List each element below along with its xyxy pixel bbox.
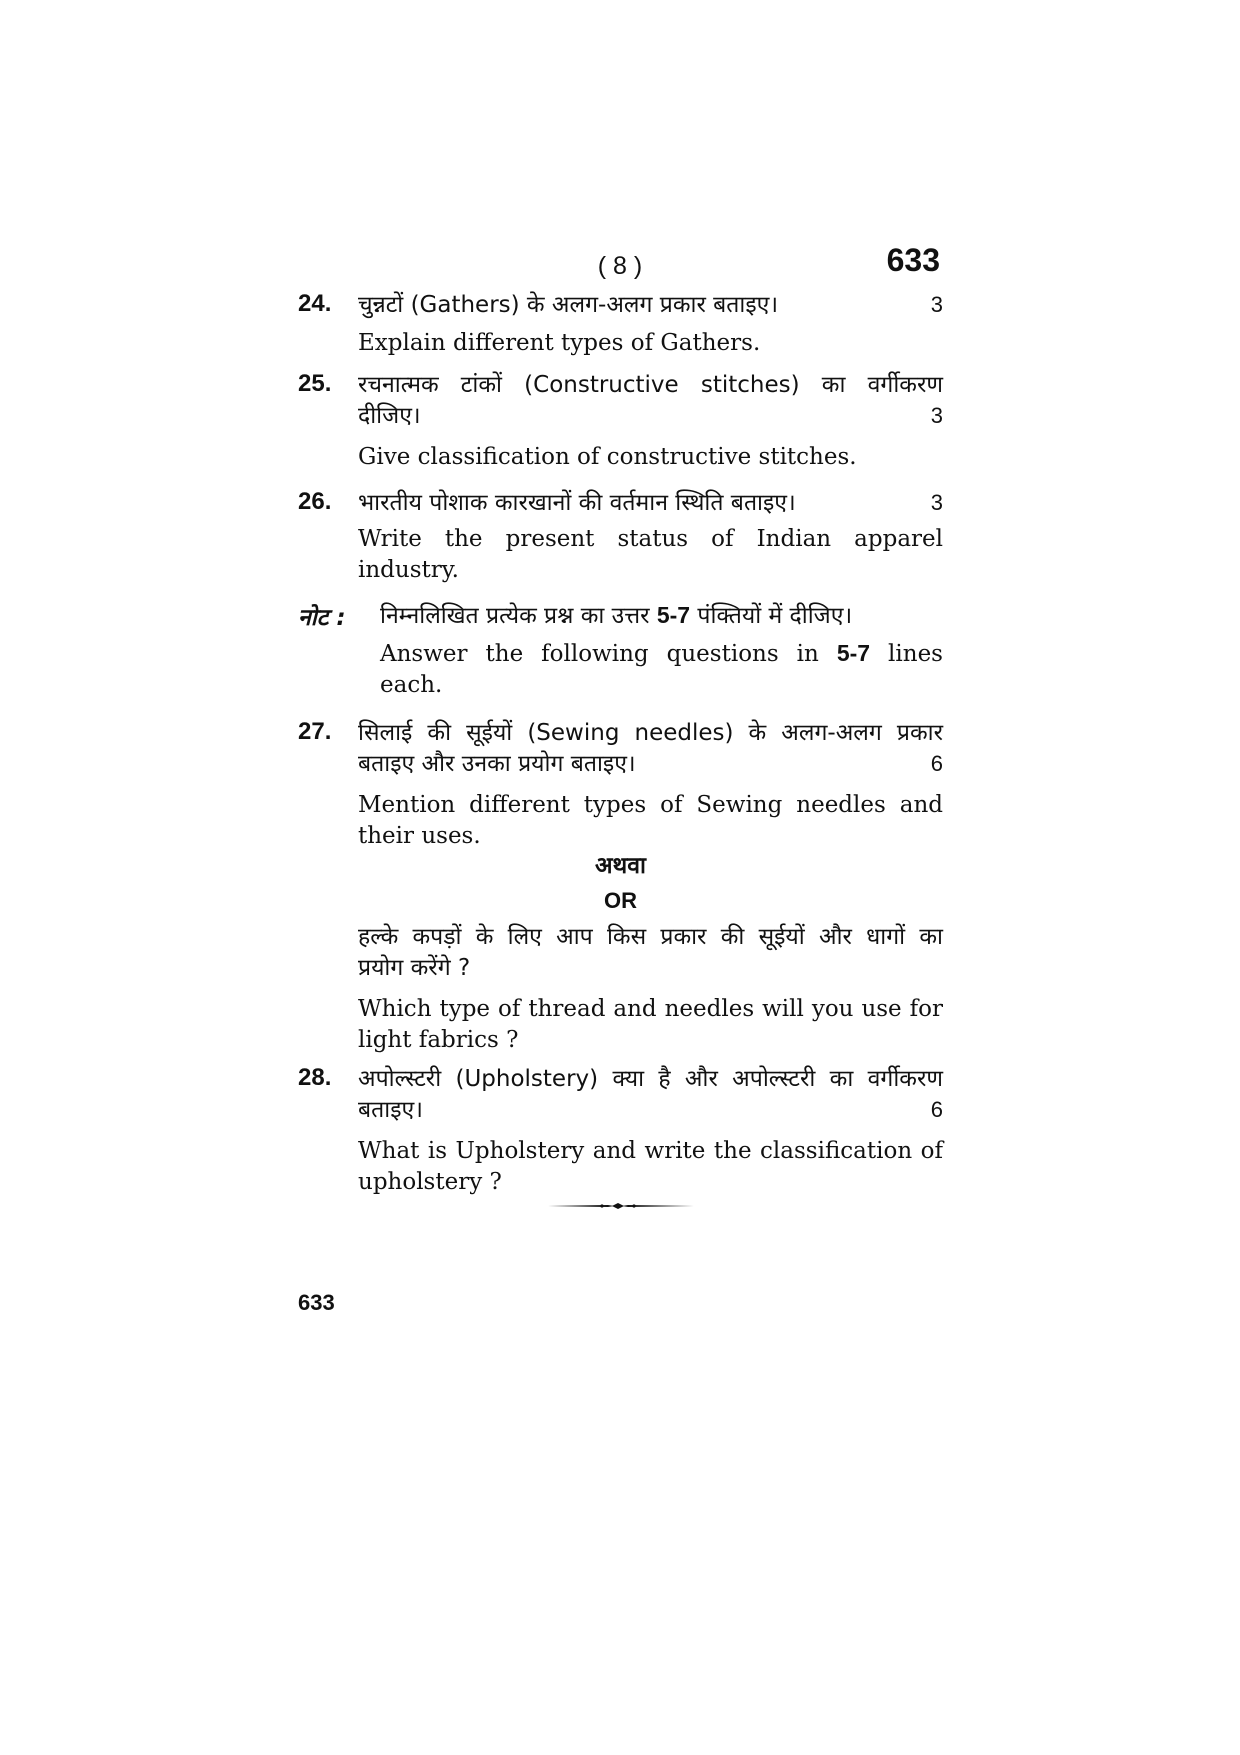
question-hindi-line1: रचनात्मक टांकों (Constructive stitches) का वर्गीकरण [358, 372, 943, 398]
or-hindi: अथवा [594, 853, 646, 879]
marks: 6 [930, 751, 943, 776]
marks: 3 [930, 292, 943, 317]
end-ornament [548, 1200, 694, 1212]
question-hindi-line2: दीजिए। [358, 403, 421, 429]
marks: 3 [930, 490, 943, 515]
question-english: Explain different types of Gathers. [358, 330, 761, 356]
or-english: OR [604, 888, 637, 913]
question-hindi: चुन्नटों (Gathers) के अलग-अलग प्रकार बताइए। [358, 292, 779, 318]
question-english: Write the present status of Indian apparel industry. [358, 526, 943, 583]
question-hindi-line2: बताइए और उनका प्रयोग बताइए। [358, 751, 636, 777]
marks: 3 [930, 403, 943, 428]
note-label: नोट : [298, 605, 346, 631]
note-english: Answer the following questions in 5-7 lines each. [380, 640, 943, 698]
marks: 6 [930, 1097, 943, 1122]
question-hindi-line2: बताइए। [358, 1097, 423, 1123]
alt-hindi-line2: प्रयोग करेंगे ? [358, 955, 471, 981]
question-hindi-line1: सिलाई की सूईयों (Sewing needles) के अलग-अलग प्रकार [358, 720, 943, 746]
question-number: 25. [298, 370, 332, 397]
question-english: What is Upholstery and write the classification of upholstery ? [358, 1138, 943, 1195]
question-hindi-line1: अपोल्स्टरी (Upholstery) क्या है और अपोल्स्टरी का वर्गीकरण [358, 1066, 943, 1092]
question-english: Give classification of constructive stitches. [358, 444, 857, 470]
question-number: 24. [298, 290, 332, 317]
question-english: Mention different types of Sewing needles and their uses. [358, 792, 943, 849]
alt-english: Which type of thread and needles will you use for light fabrics ? [358, 996, 943, 1053]
footer-paper-code: 633 [298, 1290, 335, 1315]
question-number: 26. [298, 488, 332, 515]
alt-hindi-line1: हल्के कपड़ों के लिए आप किस प्रकार की सूईयों और धागों का [358, 924, 943, 950]
question-number: 28. [298, 1064, 332, 1091]
note-hindi: निम्नलिखित प्रत्येक प्रश्न का उत्तर 5-7 पंक्तियों में दीजिए। [380, 602, 853, 629]
question-hindi: भारतीय पोशाक कारखानों की वर्तमान स्थिति बताइए। [358, 490, 796, 516]
paper-code: 633 [886, 242, 940, 278]
question-number: 27. [298, 718, 332, 745]
page-number: ( 8 ) [597, 252, 643, 280]
